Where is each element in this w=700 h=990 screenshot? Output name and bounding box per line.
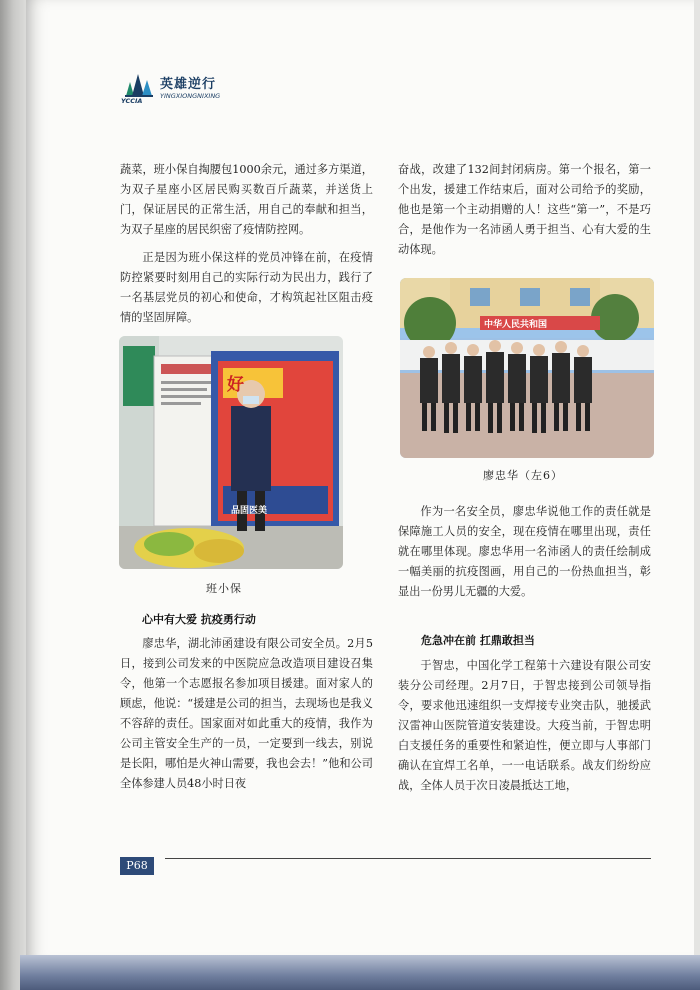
photo-caption: 班小保 [206, 582, 242, 595]
left-column-bottom [120, 634, 373, 794]
footer-rule [165, 858, 651, 859]
section-heading: 心中有大爱 抗疫勇行动 [142, 613, 256, 626]
section-heading: 危急冲在前 扛鼎敢担当 [421, 634, 535, 647]
page-number: P68 [120, 857, 154, 875]
paragraph: 于智忠，中国化学工程第十六建设有限公司安装分公司经理。2月7日，于智忠接到公司领导指令，要求他迅速组织一支焊接专业突击队，驰援武汉雷神山医院管道安装建设。大疫当前，于智忠明白支援任务的重要性和紧迫性，便立即与人事部门确认在宜焊工名单，一一电话联系。战友们纷纷应战，全体人员于次日凌晨抵达工地， [398, 659, 651, 792]
photo-liao-zhonghua-team [400, 278, 654, 458]
paragraph: 作为一名安全员，廖忠华说他工作的责任就是保障施工人员的安全，现在疫情在哪里出现，责任就在哪里体现。廖忠华用一名沛函人的责任绘制成一幅美丽的抗疫图画，用自己的一份热血担当，彰显出一份男儿无疆的大爱。 [398, 505, 651, 598]
paragraph: 廖忠华，湖北沛函建设有限公司安全员。2月5日，接到公司发来的中医院应急改造项目建设召集令，他第一个志愿报名参加项目援建。面对家人的顾虑，他说：“援建是公司的担当，去现场也是我义不容辞的责任。国家面对如此重大的疫情，我作为公司主管安全生产的一员，一定要到一线去，别说是长阳，哪怕是火神山需要，我也会去！”他和公司全体参建人员48小时日夜 [120, 637, 373, 790]
photo-caption: 廖忠华（左6） [483, 469, 563, 482]
paragraph: 蔬菜，班小保自掏腰包1000余元，通过多方渠道，为双子星座小区居民购买数百斤蔬菜，并送货上门，保证居民的正常生活，用自己的奉献和担当，为双子星座的居民织密了疫情防控网。 [120, 163, 373, 236]
right-column-middle [398, 502, 651, 602]
banner-text: 品固医美 [231, 506, 268, 516]
logo-abbreviation: YCCIA [121, 97, 143, 105]
yccia-logo-icon [124, 72, 154, 98]
right-column-bottom [398, 656, 651, 796]
scan-edge [20, 955, 700, 990]
banner-text: 好 [227, 375, 244, 395]
right-column-top [398, 160, 651, 260]
left-column-top [120, 160, 373, 328]
paragraph: 奋战，改建了132间封闭病房。第一个报名，第一个出发，援建工作结束后，面对公司给予的奖励，他也是第一个主动捐赠的人！这些“第一”，不是巧合，是他作为一名沛函人勇于担当、心有大爱的生动体现。 [398, 163, 651, 256]
photo-ban-xiaobao [119, 336, 343, 569]
paragraph: 正是因为班小保这样的党员冲锋在前，在疫情防控紧要时刻用自己的实际行动为民出力，践行了一名基层党员的初心和使命，才构筑起社区阻击疫情的坚固屏障。 [120, 251, 373, 324]
section-title: 英雄逆行 [160, 77, 217, 92]
section-title-pinyin: YINGXIONGNIXING [160, 92, 221, 100]
banner-text: 中华人民共和国 [484, 320, 548, 330]
